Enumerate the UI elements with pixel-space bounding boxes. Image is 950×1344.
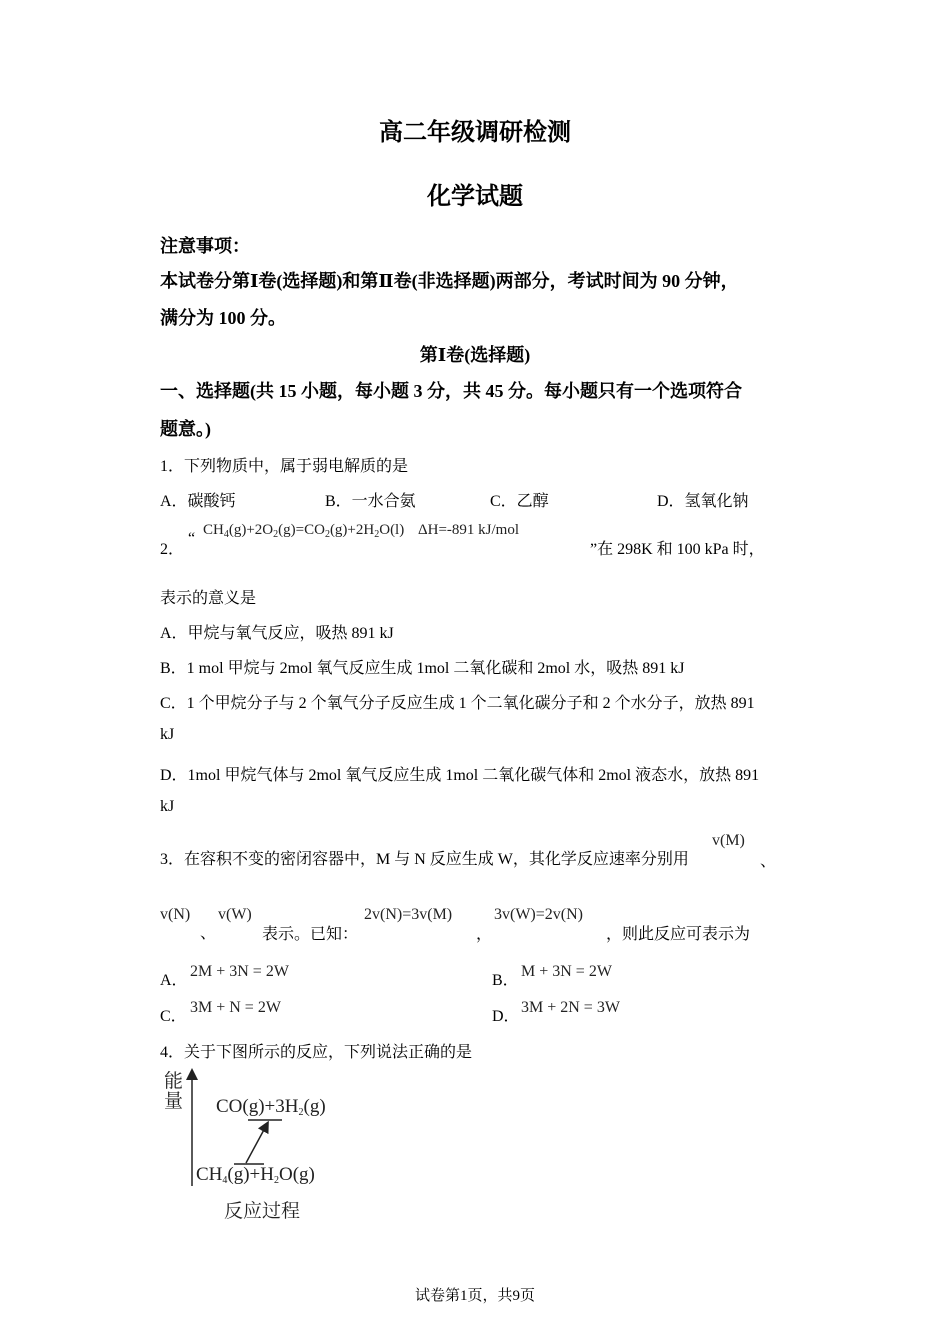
q3-option-c-eq: 3M + N = 2W (190, 999, 281, 1016)
eq-delta-h: ΔH=-891 kJ/mol (417, 522, 520, 538)
q3-option-d-eq: 3M + 2N = 3W (521, 999, 620, 1016)
reactant-text: CH (196, 1164, 223, 1185)
q3-rate-vw: v(W) (218, 906, 252, 923)
section1-line-2: 题意。) (160, 419, 211, 439)
q3-option-c-label: C． (160, 1008, 187, 1025)
q1-option-c: C．乙醇 (490, 493, 549, 510)
notice-line-1: 本试卷分第Ⅰ卷(选择题)和第Ⅱ卷(非选择题)两部分，考试时间为 90 分钟， (160, 271, 739, 291)
page-footer: 试卷第1页，共9页 (414, 1288, 535, 1304)
exam-title: 高二年级调研检测 (379, 120, 571, 146)
product-sub: 2 (298, 1107, 304, 1118)
q3-sep-2: 、 (200, 925, 217, 942)
q2-option-d-line-2: kJ (160, 798, 175, 815)
q2-option-c-line-1: C．1 个甲烷分子与 2 个氧气分子反应生成 1 个二氧化碳分子和 2 个水分子，放热 891 (160, 695, 755, 712)
reaction-process-label: 反应过程 (224, 1201, 301, 1222)
energy-axis-label: 能量 (164, 1071, 184, 1112)
q2-option-a: A．甲烷与氧气反应，吸热 891 kJ (160, 625, 394, 642)
q3-rate-vn: v(N) (160, 906, 191, 923)
q3-option-d-label: D． (492, 1008, 520, 1025)
eq-ch: CH (203, 522, 224, 538)
q3-option-a-label: A． (160, 972, 188, 989)
reactant-species (196, 1164, 315, 1186)
eq-sub-2b: 2 (324, 529, 330, 540)
reactant-end: O(g) (279, 1164, 315, 1185)
q3-condition-1: 2v(N)=3v(M) (364, 906, 453, 923)
eq-part-2: (g)=CO (278, 522, 325, 538)
notice-heading: 注意事项： (160, 236, 250, 256)
q3-mid: 表示。已知： (262, 926, 359, 943)
q2-stem-tail: ”在 298K 和 100 kPa 时， (590, 541, 765, 558)
eq-part-3: (g)+2H (329, 522, 375, 538)
notice-line-2: 满分为 100 分。 (160, 308, 286, 328)
eq-sub-2c: 2 (374, 529, 380, 540)
q3-option-b-eq: M + 3N = 2W (521, 963, 612, 980)
eq-part-4: O(l) (379, 522, 405, 538)
q2-stem-2: 表示的意义是 (160, 590, 257, 607)
eq-sub-4: 4 (223, 529, 229, 540)
q2-thermo-equation (203, 522, 519, 540)
q1-option-b: B．一水合氨 (325, 493, 416, 510)
q1-option-a: A．碳酸钙 (160, 493, 236, 510)
q3-rate-vm: v(M) (712, 832, 745, 849)
q2-number: 2． (160, 541, 185, 558)
q3-stem: 3．在容积不变的密闭容器中，M 与 N 反应生成 W，其化学反应速率分别用 (160, 851, 689, 868)
q1-stem: 1．下列物质中，属于弱电解质的是 (160, 458, 409, 475)
q3-option-b-label: B． (492, 972, 519, 989)
energy-diagram (160, 1068, 350, 1228)
q3-tail: ，则此反应可表示为 (606, 926, 751, 943)
product-end: (g) (303, 1096, 326, 1117)
q3-condition-2: 3v(W)=2v(N) (494, 906, 583, 923)
eq-part-1: (g)+2O (228, 522, 274, 538)
q2-option-b: B．1 mol 甲烷与 2mol 氧气反应生成 1mol 二氧化碳和 2mol 水，吸热 891 kJ (160, 660, 685, 677)
q3-option-a-eq: 2M + 3N = 2W (190, 963, 289, 980)
reactant-sub-2: 2 (274, 1175, 279, 1186)
eq-sub-2a: 2 (273, 529, 279, 540)
subject-title: 化学试题 (427, 184, 523, 210)
q2-option-c-line-2: kJ (160, 726, 175, 743)
q3-comma: ， (476, 926, 493, 943)
reactant-sub-1: 4 (222, 1175, 228, 1186)
q3-sep-1: 、 (760, 853, 777, 870)
reactant-mid: (g)+H (227, 1164, 274, 1185)
section1-line-1: 一、选择题(共 15 小题，每小题 3 分，共 45 分。每小题只有一个选项符合 (160, 381, 742, 401)
product-text: CO(g)+3H (216, 1096, 299, 1117)
q2-option-d-line-1: D．1mol 甲烷气体与 2mol 氧气反应生成 1mol 二氧化碳气体和 2mol 液态水，放热 891 (160, 767, 760, 784)
part1-title: 第Ⅰ卷(选择题) (419, 345, 531, 365)
q2-open-quote: “ (188, 530, 196, 547)
product-species (216, 1096, 326, 1118)
q1-option-d: D．氢氧化钠 (657, 493, 749, 510)
q4-stem: 4．关于下图所示的反应，下列说法正确的是 (160, 1044, 473, 1061)
reaction-arrow (246, 1126, 266, 1163)
